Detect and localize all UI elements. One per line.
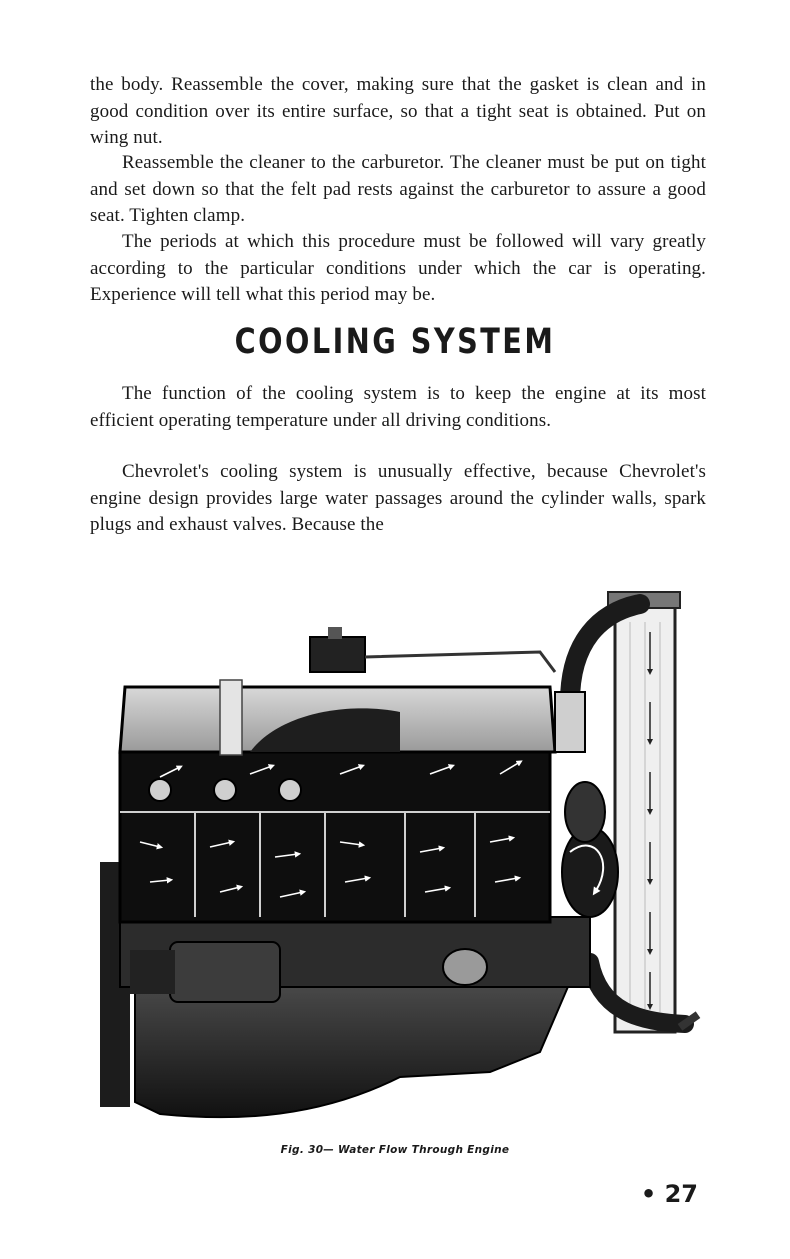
paragraph-service-periods: The periods at which this procedure must be followed will vary greatly according to the particular conditions under which the car is operating. Experience will tell what this period may be. — [90, 231, 706, 305]
radiator-core — [608, 592, 680, 1032]
section-heading: COOLING SYSTEM — [234, 322, 556, 362]
engine-cutaway-illustration — [100, 562, 710, 1124]
paragraph-cooling-effective: Chevrolet's cooling system is unusually effective, because Chevrolet's engine design provides large water passages around the cylinder walls, spark plugs and exhaust valves. Because the — [90, 461, 706, 535]
paragraph-continued: the body. Reassemble the cover, making sure that the gasket is clean and in good condition over its entire surface, so that a tight seat is obtained. Put on wing nut. — [90, 74, 706, 148]
paragraph-cooling-function: The function of the cooling system is to keep the engine at its most efficient operating temperature under all driving conditions. — [90, 383, 706, 431]
figure-caption: Fig. 30— Water Flow Through Engine — [280, 1144, 510, 1156]
paragraph-reassemble-cleaner: Reassemble the cleaner to the carburetor. The cleaner must be put on tight and set down so that the felt pad rests against the carburetor to assure a good seat. Tighten clamp. — [90, 152, 706, 226]
page-number: • 27 — [640, 1180, 698, 1208]
